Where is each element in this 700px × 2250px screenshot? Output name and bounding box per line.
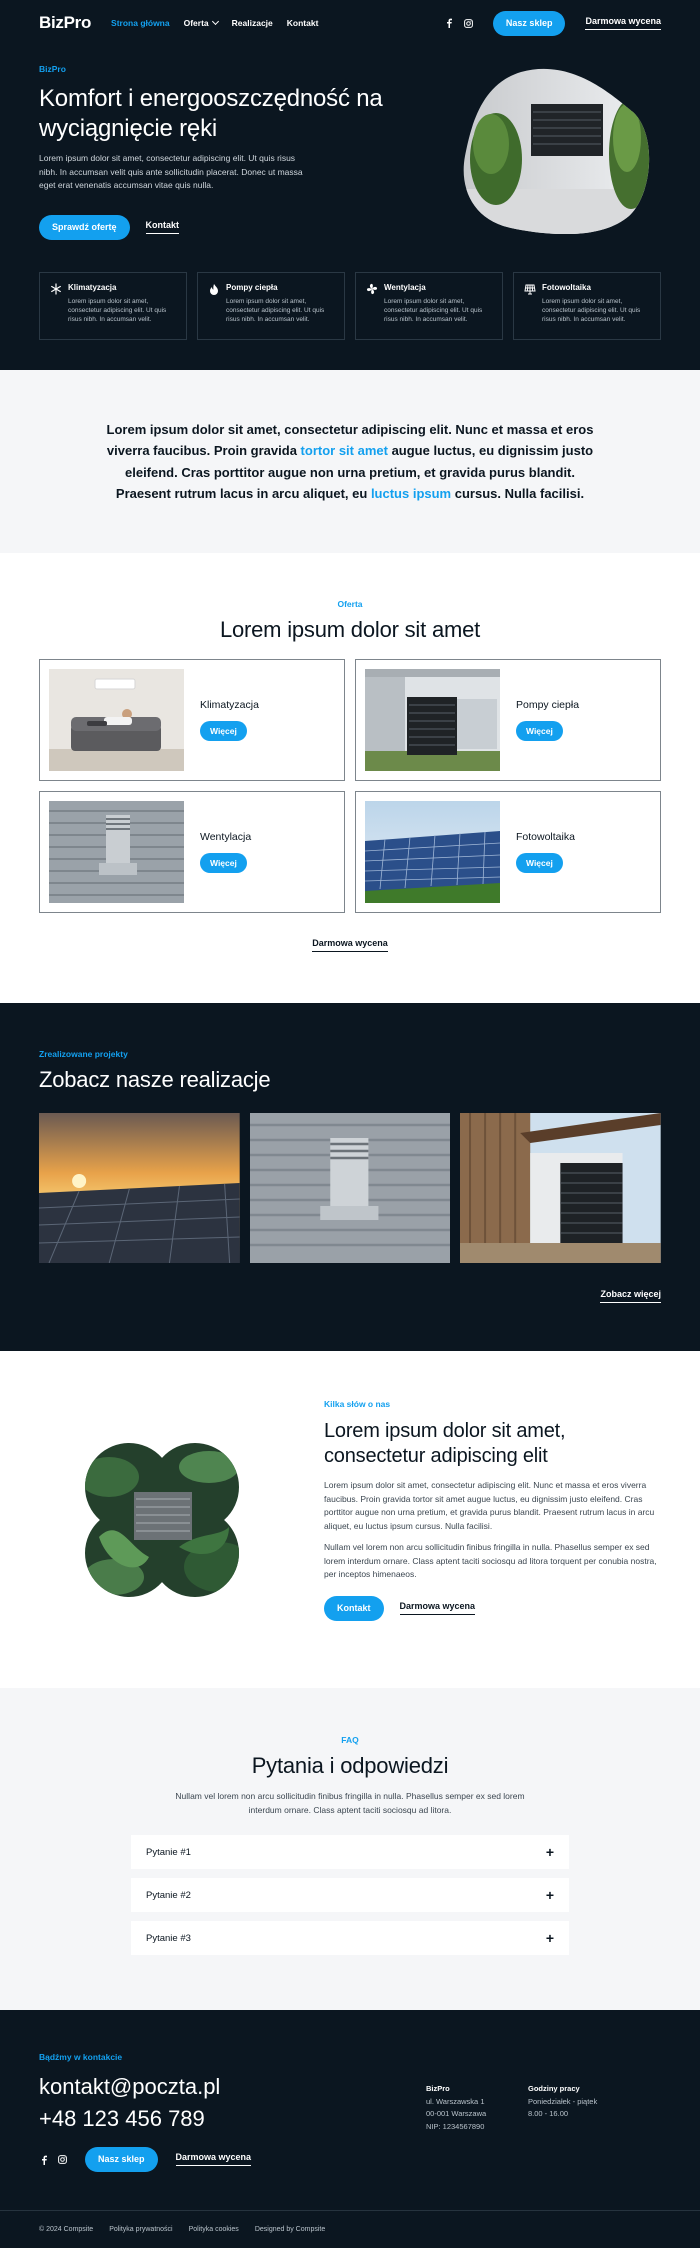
company-nip: NIP: 1234567890 xyxy=(426,2121,485,2131)
footer-cta xyxy=(39,2147,251,2172)
offer-card-heatpump xyxy=(355,659,661,781)
nav-item-offer[interactable] xyxy=(184,18,218,28)
instagram-icon[interactable] xyxy=(58,2155,67,2164)
feature-text: Lorem ipsum dolor sit amet, consectetur adipiscing elit. Ut quis risus nibh. In accumsan velit. xyxy=(542,298,641,323)
offer-grid xyxy=(39,659,661,913)
intro-part: Lorem ipsum dolor sit amet, consectetur adipiscing elit. Nunc et massa et eros viverra faucibus. Proin gravida xyxy=(106,421,594,458)
intro-section xyxy=(0,370,700,553)
card-title: Fotowoltaika xyxy=(516,830,575,843)
faq-question: Pytanie #1 xyxy=(146,1846,191,1858)
hero-lead: Lorem ipsum dolor sit amet, consectetur adipiscing elit. Ut quis risus nibh. In accumsan velit quis ante sollicitudin placerat. Donec ut massa eget erat venenatis accumsan vitae quis nulla. xyxy=(39,153,303,190)
more-button[interactable]: Więcej xyxy=(200,853,247,874)
contact-link[interactable]: Kontakt xyxy=(146,221,180,234)
offer-section xyxy=(0,553,700,1003)
card-title: Pompy ciepła xyxy=(516,698,580,711)
project-photo[interactable] xyxy=(250,1113,451,1263)
footer-bottom xyxy=(0,2210,700,2248)
faq-list xyxy=(131,1835,569,1955)
hero-kicker: BizPro xyxy=(39,64,66,74)
projects-title: Zobacz nasze realizacje xyxy=(39,1067,271,1092)
intro-highlight[interactable]: luctus ipsum xyxy=(370,486,452,501)
heatpump-photo xyxy=(365,669,500,771)
feature-title: Fotowoltaika xyxy=(542,283,591,292)
faq-title: Pytania i odpowiedzi xyxy=(251,1753,449,1778)
plus-icon[interactable]: + xyxy=(545,1887,554,1903)
about-kicker: Kilka słów o nas xyxy=(324,1399,391,1409)
features xyxy=(39,272,661,340)
nav-right xyxy=(445,11,661,36)
menu xyxy=(111,18,318,28)
more-button[interactable]: Więcej xyxy=(200,721,247,742)
shop-button[interactable]: Nasz sklep xyxy=(85,2147,158,2172)
company-info xyxy=(426,2083,486,2133)
instagram-icon[interactable] xyxy=(464,19,473,28)
hours-time: 8.00 - 16.00 xyxy=(528,2109,569,2118)
faq-kicker: FAQ xyxy=(341,1735,359,1745)
faq-item[interactable] xyxy=(131,1878,569,1912)
about-section xyxy=(0,1351,700,1688)
solar-panel-icon xyxy=(524,283,536,295)
quote-link[interactable]: Darmowa wycena xyxy=(176,2153,252,2166)
flame-icon xyxy=(208,283,220,295)
contact-kicker: Bądźmy w kontakcie xyxy=(39,2052,123,2062)
projects-section xyxy=(0,1003,700,1351)
company-city: 00-001 Warszawa xyxy=(426,2109,487,2118)
offer-card-pv xyxy=(355,791,661,913)
logo[interactable]: BizPro xyxy=(39,13,92,32)
project-photo[interactable] xyxy=(460,1113,661,1263)
projects-kicker: Zrealizowane projekty xyxy=(39,1049,128,1059)
about-cta xyxy=(324,1596,661,1621)
nav-item-projects[interactable]: Realizacje xyxy=(231,18,273,28)
contact-email[interactable]: kontakt@poczta.pl xyxy=(39,2074,221,2099)
offer-kicker: Oferta xyxy=(337,599,363,609)
feature-card xyxy=(197,272,345,340)
nav-item-offer-label: Oferta xyxy=(183,18,209,28)
about-title: Lorem ipsum dolor sit amet, consectetur adipiscing elit xyxy=(324,1420,566,1467)
free-quote-link[interactable]: Darmowa wycena xyxy=(400,1602,476,1615)
see-more-link[interactable]: Zobacz więcej xyxy=(600,1290,661,1303)
copyright: © 2024 Compsite xyxy=(39,2226,94,2233)
intro-part: augue luctus, eu dignissim justo eleifend. Cras porttitor augue non urna pretium, et gravida purus blandit. Praesent rutrum lacus in arcu aliquet, eu xyxy=(115,443,594,501)
ac-photo xyxy=(49,669,184,771)
more-button[interactable]: Więcej xyxy=(516,853,563,874)
hours-title: Godziny pracy xyxy=(528,2084,580,2093)
about-paragraph: Lorem ipsum dolor sit amet, consectetur adipiscing elit. Nunc et massa et eros viverra faucibus. Proin gravida tortor sit amet augue luctus, eu dignissim justo eleifend. Cras porttitor augue non urna pretium, et gravida purus blandit. Praesent rutrum lacus in arcu aliquet, eu luctus ipsum cursus. Nulla facilisi. xyxy=(324,1480,655,1531)
offer-card-ac xyxy=(39,659,345,781)
about-text xyxy=(324,1399,661,1621)
main-nav xyxy=(39,0,661,46)
nav-item-home[interactable]: Strona główna xyxy=(111,18,170,28)
feature-card xyxy=(513,272,661,340)
pv-photo xyxy=(365,801,500,903)
shop-button[interactable]: Nasz sklep xyxy=(493,11,566,36)
facebook-icon[interactable] xyxy=(39,2155,48,2164)
faq-description: Nullam vel lorem non arcu sollicitudin finibus fringilla in nulla. Phasellus semper ex sed lorem interdum ornare. Class aptent taciti sociosqu ad litora. xyxy=(175,1791,525,1815)
designed-by-link[interactable]: Designed by Compsite xyxy=(254,2226,326,2233)
card-title: Klimatyzacja xyxy=(200,698,259,711)
opening-hours xyxy=(528,2083,597,2121)
feature-title: Klimatyzacja xyxy=(68,283,117,292)
company-name: BizPro xyxy=(426,2084,450,2093)
chevron-down-icon xyxy=(212,18,219,25)
hero-title: Komfort i energooszczędność na wyciągnięcie ręki xyxy=(39,85,383,142)
feature-title: Pompy ciepła xyxy=(226,283,278,292)
feature-card xyxy=(355,272,503,340)
intro-text xyxy=(103,419,598,505)
more-button[interactable]: Więcej xyxy=(516,721,563,742)
contact-phone[interactable]: +48 123 456 789 xyxy=(39,2106,205,2131)
plus-icon[interactable]: + xyxy=(545,1844,554,1860)
feature-title: Wentylacja xyxy=(384,283,426,292)
card-title: Wentylacja xyxy=(200,830,252,843)
free-quote-link[interactable]: Darmowa wycena xyxy=(312,939,388,952)
hero-cta xyxy=(39,215,179,240)
offer-title: Lorem ipsum dolor sit amet xyxy=(219,617,481,642)
faq-section xyxy=(0,1688,700,2010)
feature-text: Lorem ipsum dolor sit amet, consectetur adipiscing elit. Ut quis risus nibh. In accumsan velit. xyxy=(68,298,167,323)
feature-text: Lorem ipsum dolor sit amet, consectetur adipiscing elit. Ut quis risus nibh. In accumsan velit. xyxy=(226,298,325,323)
faq-item[interactable] xyxy=(131,1835,569,1869)
projects-gallery xyxy=(39,1113,661,1263)
ventilation-photo xyxy=(49,801,184,903)
feature-text: Lorem ipsum dolor sit amet, consectetur adipiscing elit. Ut quis risus nibh. In accumsan velit. xyxy=(384,298,483,323)
footer xyxy=(0,2010,700,2248)
quote-link[interactable]: Darmowa wycena xyxy=(585,17,661,30)
faq-item[interactable] xyxy=(131,1921,569,1955)
project-photo[interactable] xyxy=(39,1113,240,1263)
faq-question: Pytanie #3 xyxy=(146,1932,191,1944)
hero-section xyxy=(0,0,700,370)
plus-icon[interactable]: + xyxy=(545,1930,554,1946)
hours-days: Poniedziałek - piątek xyxy=(528,2096,598,2106)
company-street: ul. Warszawska 1 xyxy=(426,2096,485,2106)
cookies-link[interactable]: Polityka cookies xyxy=(188,2226,239,2233)
about-image xyxy=(79,1437,245,1603)
faq-question: Pytanie #2 xyxy=(146,1889,191,1901)
hero-image xyxy=(461,64,651,234)
check-offer-button[interactable]: Sprawdź ofertę xyxy=(39,215,130,240)
intro-part: cursus. Nulla facilisi. xyxy=(451,486,585,501)
fan-icon xyxy=(366,283,378,295)
nav-item-contact[interactable]: Kontakt xyxy=(286,18,319,28)
facebook-icon[interactable] xyxy=(445,19,454,28)
intro-highlight[interactable]: tortor sit amet xyxy=(300,443,388,458)
feature-card xyxy=(39,272,187,340)
privacy-link[interactable]: Polityka prywatności xyxy=(109,2226,173,2233)
contact-button[interactable]: Kontakt xyxy=(324,1596,384,1621)
about-paragraph: Nullam vel lorem non arcu sollicitudin finibus fringilla in nulla. Phasellus semper ex sed lorem interdum ornare. Class aptent taciti sociosqu ad litora torquent per conubia nostra, per inceptos himenaeos. xyxy=(324,1542,657,1579)
snowflake-icon xyxy=(50,283,62,295)
offer-card-ventilation xyxy=(39,791,345,913)
